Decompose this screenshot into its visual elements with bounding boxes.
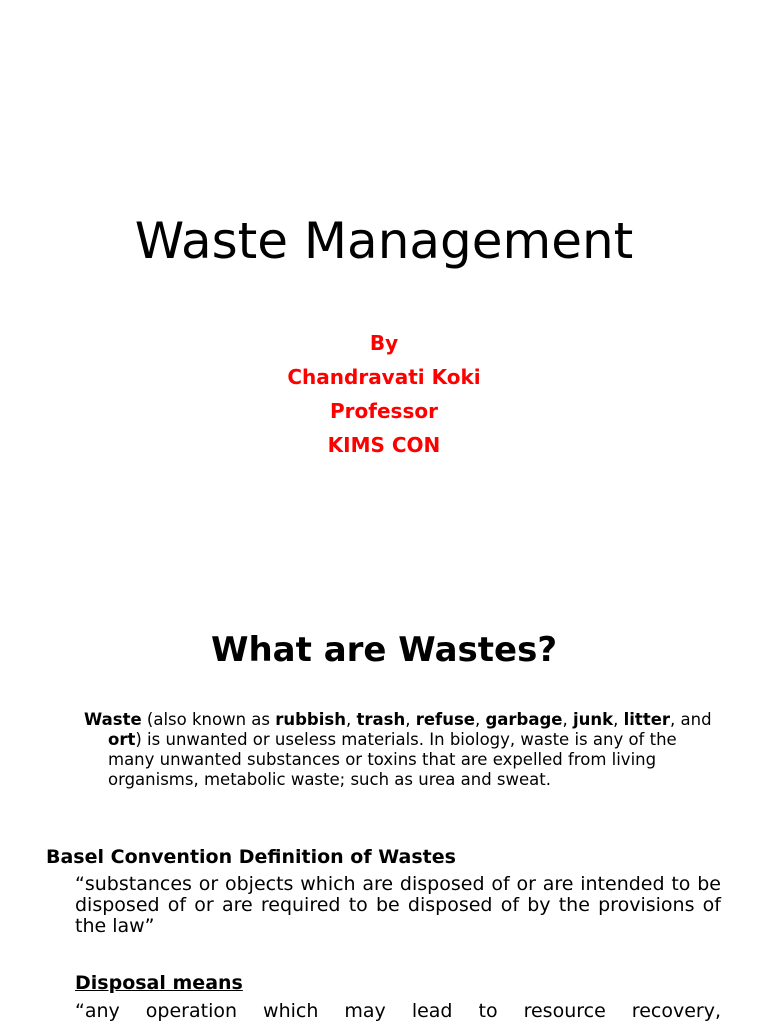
- disposal-definition-quote: “any operation which may lead to resource recovery,: [75, 1000, 721, 1022]
- synonym-trash: trash: [356, 710, 406, 729]
- separator: ,: [474, 710, 486, 729]
- separator: ,: [613, 710, 624, 729]
- synonym-refuse: refuse: [415, 710, 475, 729]
- term-waste: Waste: [84, 710, 142, 729]
- text-fragment: (also known as: [141, 710, 276, 729]
- separator: ,: [405, 710, 416, 729]
- separator: ,: [562, 710, 573, 729]
- slide-heading: What are Wastes?: [210, 630, 558, 670]
- separator: , and: [670, 710, 712, 729]
- synonym-litter: litter: [623, 710, 671, 729]
- author-name: Chandravati Koki: [287, 365, 481, 389]
- author-position: Professor: [330, 399, 438, 423]
- text-fragment: ) is unwanted or useless materials. In biology, waste is any of the many unwanted substances or toxins that are expelled from living organisms, metabolic waste; such as urea and sweat.: [108, 730, 677, 789]
- synonym-garbage: garbage: [485, 710, 563, 729]
- synonym-ort: ort: [108, 730, 136, 749]
- disposal-heading: Disposal means: [75, 972, 243, 994]
- author-block: [0, 326, 768, 462]
- by-label: By: [369, 331, 399, 355]
- waste-definition-paragraph: [84, 710, 728, 790]
- presentation-title: Waste Management: [134, 212, 634, 270]
- slide-what-are-wastes: [0, 576, 768, 1024]
- author-institution: KIMS CON: [327, 433, 441, 457]
- basel-definition-quote: “substances or objects which are disposed of or are intended to be disposed of or are required to be disposed of by the provisions of the law”: [75, 873, 721, 937]
- synonym-rubbish: rubbish: [275, 710, 346, 729]
- synonym-junk: junk: [573, 710, 614, 729]
- separator: ,: [345, 710, 357, 729]
- basel-convention-heading: Basel Convention Definition of Wastes: [46, 846, 456, 868]
